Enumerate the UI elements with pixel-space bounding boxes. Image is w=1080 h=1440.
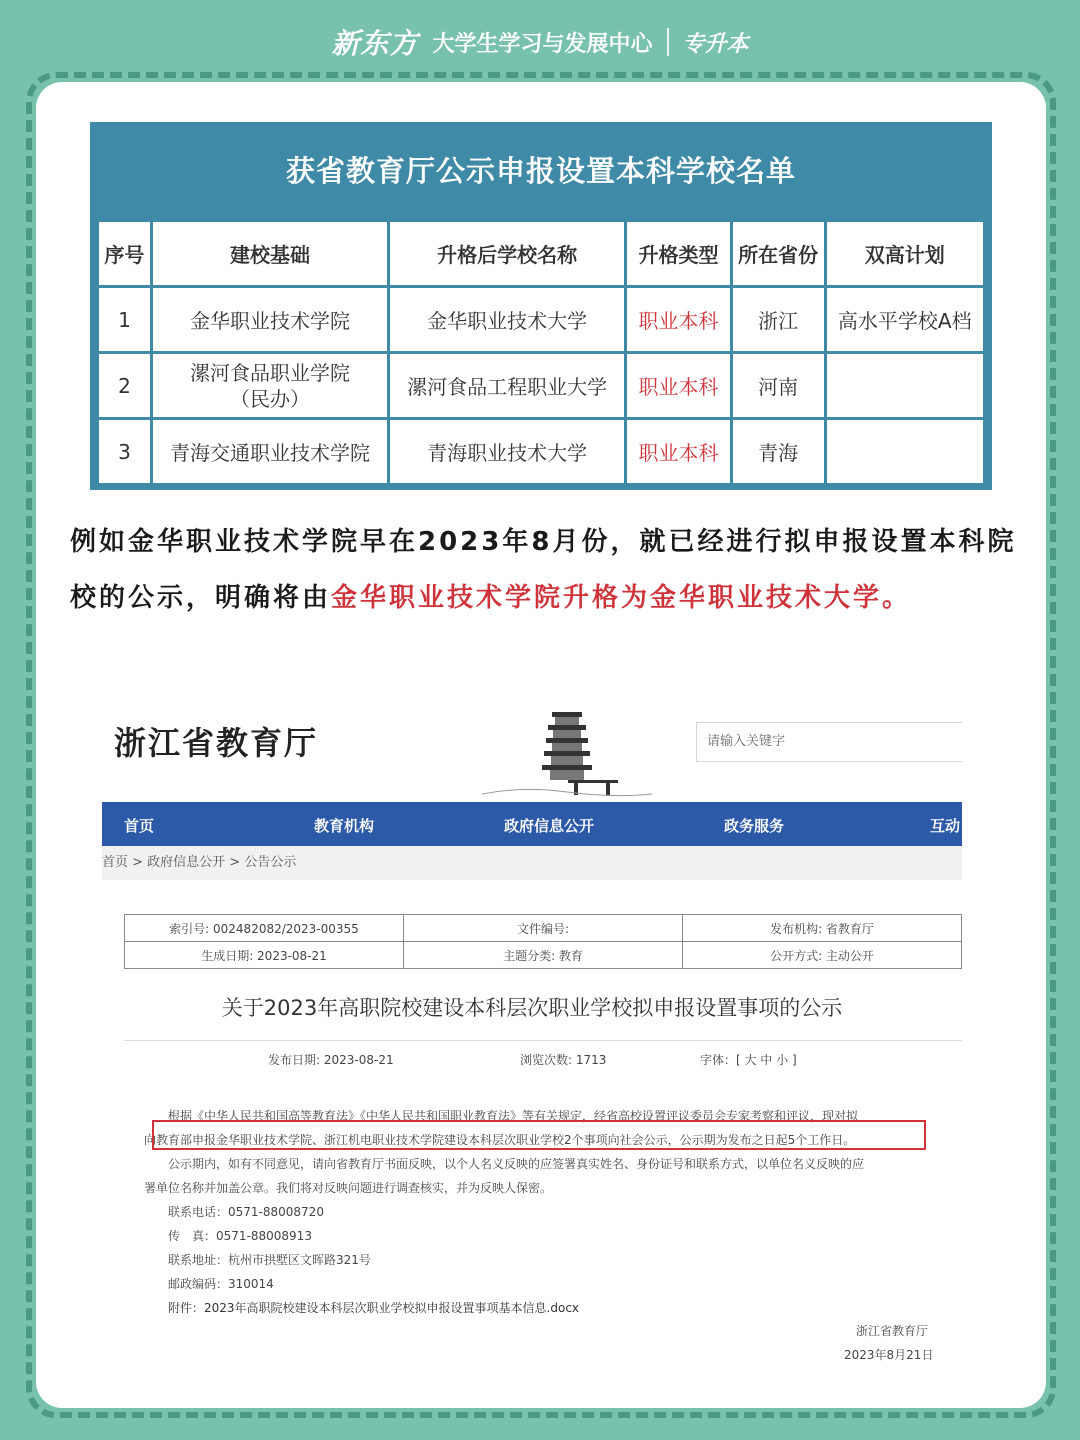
double-high-plan [825, 419, 984, 485]
header-cell: 所在省份 [731, 221, 825, 287]
table-row [98, 419, 985, 485]
font-size-switch[interactable]: 字体：[ 大 中 小 ] [700, 1053, 797, 1067]
explanation-paragraph: 例如金华职业技术学院早在2023年8月份，就已经进行拟申报设置本科院校的公示，明确将由金华职业技术学院升格为金华职业技术大学。 [70, 527, 1017, 613]
content-card [36, 82, 1046, 1408]
notice-divider [124, 1040, 962, 1041]
notice-title: 关于2023年高职院校建设本科层次职业学校拟申报设置事项的公示 [221, 996, 843, 1020]
brand-tag: 专升本 [682, 31, 749, 57]
body-line: 公示期内，如有不同意见，请向省教育厅书面反映，以个人名义反映的应签署真实姓名、身份证号和联系方式，以单位名义反映的应 [168, 1157, 865, 1171]
double-high-plan: 高水平学校A档 [825, 287, 984, 353]
doc-meta-table [124, 914, 962, 969]
body-line: 向教育部申报金华职业技术学院、浙江机电职业技术学院建设本科层次职业学校2个事项向社会公示，公示期为发布之日起5个工作日。 [144, 1133, 856, 1147]
nav-education-institutions[interactable]: 教育机构 [314, 817, 375, 835]
new-school-name: 金华职业技术大学 [389, 287, 626, 353]
view-count: 浏览次数: 1713 [520, 1053, 607, 1067]
school-list-table [90, 122, 992, 490]
upgrade-type: 职业本科 [626, 287, 732, 353]
meta-doc-number: 文件编号: [404, 915, 683, 942]
brand-divider [667, 28, 669, 56]
body-line: 根据《中华人民共和国高等教育法》《中华人民共和国职业教育法》等有关规定，经省高校设置评议委员会专家考察和评议，现对拟 [168, 1109, 859, 1123]
header-cell: 双高计划 [825, 221, 984, 287]
table-row [98, 353, 985, 419]
base-school-note: （民办） [229, 386, 310, 411]
base-school: 金华职业技术学院 [151, 287, 388, 353]
nav-home[interactable]: 首页 [124, 817, 155, 835]
base-school: 青海交通职业技术学院 [151, 419, 388, 485]
meta-topic: 主题分类: 教育 [404, 942, 683, 969]
new-school-name: 青海职业技术大学 [389, 419, 626, 485]
new-school-name: 漯河食品工程职业大学 [389, 353, 626, 419]
upgrade-type: 职业本科 [626, 353, 732, 419]
row-number: 1 [98, 287, 152, 353]
meta-created-date: 生成日期: 2023-08-21 [125, 942, 404, 969]
table-grid [96, 219, 986, 486]
header-cell: 升格类型 [626, 221, 732, 287]
table-header-row [98, 221, 985, 287]
row-number: 3 [98, 419, 152, 485]
nav-interaction[interactable]: 互动 [930, 817, 961, 835]
sign-date: 2023年8月21日 [844, 1348, 934, 1362]
meta-publisher: 发布机构: 省教育厅 [683, 915, 962, 942]
header-cell: 建校基础 [151, 221, 388, 287]
breadcrumb: 首页 > 政府信息公开 > 公告公示 [102, 846, 962, 880]
row-number: 2 [98, 353, 152, 419]
table-title: 获省教育厅公示申报设置本科学校名单 [285, 154, 796, 188]
highlighted-text: 金华职业技术学院升格为金华职业技术大学 [331, 583, 883, 613]
base-school: 漯河食品职业学院 （民办） [151, 353, 388, 419]
gov-logo: 浙江省教育厅 [114, 724, 319, 762]
contact-address: 联系地址：杭州市拱墅区文晖路321号 [168, 1253, 371, 1267]
attachment-link[interactable]: 附件：2023年高职院校建设本科层次职业学校拟申报设置事项基本信息.docx [168, 1301, 580, 1315]
header-cell: 序号 [98, 221, 152, 287]
brand-center-name: 大学生学习与发展中心 [432, 31, 653, 57]
signer: 浙江省教育厅 [856, 1324, 929, 1338]
province: 河南 [731, 353, 825, 419]
double-high-plan [825, 353, 984, 419]
upgrade-type: 职业本科 [626, 419, 732, 485]
nav-gov-services[interactable]: 政务服务 [724, 817, 785, 835]
pagoda-illustration-icon [482, 706, 652, 798]
province: 青海 [731, 419, 825, 485]
table-row [98, 287, 985, 353]
meta-index: 索引号: 002482082/2023-00355 [125, 915, 404, 942]
gov-header [102, 700, 962, 800]
nav-gov-info[interactable]: 政府信息公开 [504, 817, 595, 835]
publish-date: 发布日期: 2023-08-21 [268, 1053, 394, 1067]
province: 浙江 [731, 287, 825, 353]
highlight-box [152, 1120, 926, 1150]
postal-code: 邮政编码：310014 [168, 1277, 274, 1291]
search-input[interactable]: 请输入关键字 [696, 722, 962, 762]
brand-logo: 新东方 [331, 27, 419, 60]
contact-fax: 传 真：0571-88008913 [168, 1229, 312, 1243]
gov-page-screenshot [102, 700, 962, 1390]
body-line: 署单位名称并加盖公章。我们将对反映问题进行调查核实，并为反映人保密。 [144, 1181, 553, 1195]
header-cell: 升格后学校名称 [389, 221, 626, 287]
meta-disclosure: 公开方式: 主动公开 [683, 942, 962, 969]
gov-nav-bar [102, 802, 962, 846]
contact-phone: 联系电话：0571-88008720 [168, 1205, 324, 1219]
